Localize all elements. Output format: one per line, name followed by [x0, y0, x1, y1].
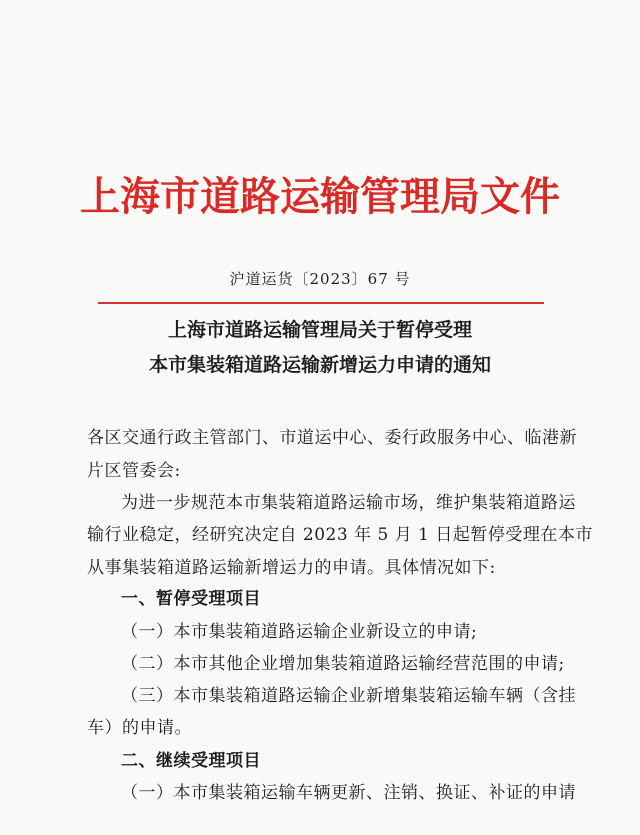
section-1-heading: 一、暂停受理项目 [121, 589, 261, 609]
red-divider-rule [98, 302, 544, 304]
notice-title-line-1: 上海市道路运输管理局关于暂停受理 [167, 319, 472, 341]
section-1-item-3-line-1: （三）本市集装箱道路运输企业新增集装箱运输车辆（含挂 [121, 686, 576, 706]
addressee-line-2: 片区管委会: [87, 461, 181, 481]
addressee-line-1: 各区交通行政主管部门、市道运中心、委行政服务中心、临港新 [87, 428, 577, 448]
section-2-item-1: （一）本市集装箱运输车辆更新、注销、换证、补证的申请 [121, 783, 576, 803]
intro-paragraph-line-2: 输行业稳定，经研究决定自 2023 年 5 月 1 日起暂停受理在本市 [87, 525, 593, 545]
intro-paragraph-line-3: 从事集装箱道路运输新增运力的申请。具体情况如下: [87, 558, 496, 578]
notice-title-line-2: 本市集装箱道路运输新增运力申请的通知 [148, 354, 491, 376]
section-1-item-3-line-2: 车）的申请。 [87, 718, 192, 738]
section-1-item-1: （一）本市集装箱道路运输企业新设立的申请; [121, 622, 478, 642]
intro-paragraph-line-1: 为进一步规范本市集装箱道路运输市场，维护集装箱道路运 [121, 493, 576, 513]
section-1-item-2: （二）本市其他企业增加集装箱道路运输经营范围的申请; [121, 654, 565, 674]
section-2-heading: 二、继续受理项目 [121, 751, 261, 771]
document-number: 沪道运货〔2023〕67 号 [229, 270, 411, 288]
document-header-title: 上海市道路运输管理局文件 [80, 174, 560, 220]
